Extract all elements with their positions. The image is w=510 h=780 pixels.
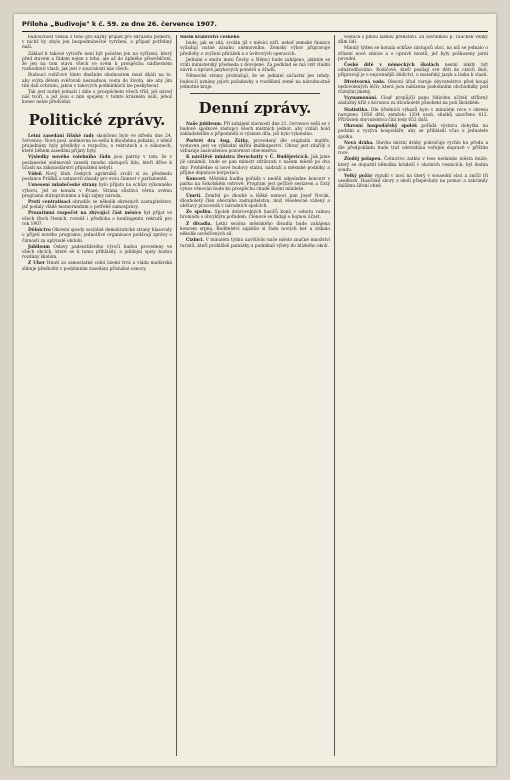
news-item-text: Městská hudba pořádá v neděli odpoledne koncert v parku na Sokolském ostrově. Program jest pečlivě sestaven a čistý výnos věnován bude ku prospěchu chudé školní mládeže. xyxy=(180,177,330,193)
news-item-title: Dělnictvo xyxy=(28,228,51,234)
paragraph: bude, jak se zdá, svolán již v měsíci září, neboť zemské finance vyžadují nutně zásahu sněmovního. Zemský výbor připravuje předlohy o zvýšení přirážek a o úvěrových operacích. xyxy=(180,41,330,57)
section-heading-political-news: Politické zprávy. xyxy=(28,110,166,129)
paragraph: Minulý týden se konala schůze zástupců obcí, na níž se jednalo o zřízení nové silnice a o opravě mostů, jež byly poškozeny jarní povodní. xyxy=(338,46,488,62)
news-item-title: Usnesení mladočeské strany xyxy=(28,183,98,189)
news-item-title: K návštěvě ministra Derschatty v Č. Budějovicích. xyxy=(186,155,310,161)
news-item-text: V minulém týdnu navštívilo naše město značné množství turistů, kteří prohlíželi památky a podnikali výlety do blízkého okolí. xyxy=(180,238,330,249)
news-item-title: Z Uher xyxy=(28,261,46,267)
news-item-title: Letní zasedání říšské rady xyxy=(28,133,95,139)
news-item xyxy=(22,211,172,227)
news-item-title: Okresní hospodářský spolek xyxy=(344,124,418,130)
news-item-title: Vídeň xyxy=(28,172,42,178)
news-item xyxy=(22,200,172,210)
daily-news-list xyxy=(180,122,330,249)
paragraph: Tak jest nutně jednati i dále s prospěchem všech tříd, jež národ náš tvoří, a jež jsou s ním spojeny v tomto krásném úsilí, jehož konec nelze předvídat. xyxy=(22,90,172,106)
column-3-intro xyxy=(338,35,488,62)
news-item-title: Z divadla. xyxy=(186,221,212,227)
news-item xyxy=(180,177,330,193)
news-item-title: Statistika. xyxy=(344,107,369,113)
news-item-text: Hnutí za samostatné celní území trvá a vláda maďarská slibuje předložiti v podzimním zasedání příslušné osnovy. xyxy=(22,261,172,272)
news-item-text: Četnictvo zatklo v lese nedaleko města muže, který se dopustil několika krádeží v okolních vesnicích; byl dodán soudu. xyxy=(338,157,488,173)
news-item-title: Prozatímní rozpočet na zbývající část měsíce xyxy=(28,211,142,217)
news-item xyxy=(22,245,172,261)
paragraph: Německé strany prohlašují, že se jednání súčastní jen tehdy, budou-li uznány jejich požadavky o rozdělení země na národnostně jednotné kraje. xyxy=(180,74,330,90)
news-item xyxy=(22,183,172,199)
article-title: Sněm království českého xyxy=(180,35,240,40)
news-item-title: České dítě v německých školách xyxy=(344,63,439,69)
paragraph: budoucnost vzešla z toho pro každý případ pro sdružení poměrů, v nichž by zbylo jen bezpodmínečné vytržení, a případ potřebný naší. xyxy=(22,35,172,51)
news-item-text: Obecní úřad varuje obyvatelstvo před koupí nedovolených léčiv, která jsou nabízena podomními obchodníky pod různými jmény. xyxy=(338,79,488,96)
news-item xyxy=(338,108,488,124)
paragraph: Základ k takové vytváře není být položen jen na vyřízení, který před stavem a řádem nejen z toho, ale až do úplného přesvědčení, že jen na tom stavu všech ve svém k prospěchu nádherném rozhodnutí vlasti, jak jest v souvislosti nás všech. xyxy=(22,51,172,73)
paragraph: vesnice s plnou láskou představí. Za Horudkou p. Tauchek veliký dům lidí. xyxy=(338,35,488,46)
news-item xyxy=(180,122,330,138)
news-item xyxy=(180,210,330,220)
column-1-intro xyxy=(22,35,172,106)
news-item-text: nesmí nikdy být odnárodňováno. Rodičové, kteří posílají své děti do cizích škol, připravují je o nejcennější dědictví, o mateřský jazyk a lásku k vlasti. xyxy=(338,63,488,79)
news-item-text: Spolek dobrovolných hasičů koná v sobotu valnou hromadu s obvyklým pořadem. Členové se žádají o hojnou účast. xyxy=(180,210,330,221)
news-item xyxy=(338,141,488,157)
news-item-text: skončeno bylo ve středu dne 24. července. Nové posl. sněmovna se sešla k dlouhému jednání, v němž projednány byly předlohy o rozpočtu, o rekrutech a o zákonech, které během zasedání přijaty byly. xyxy=(22,133,172,155)
news-item xyxy=(180,194,330,210)
news-item xyxy=(22,261,172,271)
news-item-text: Jak jsme již oznámili, bude se pan ministr zdržovati v našem městě po dva dny. Prohlédne si nové budovy státní, nádraží a městské podniky, a přijme deputace korporací. xyxy=(180,155,330,176)
news-item xyxy=(180,155,330,176)
news-item-title: Portrét dra Aug. Zátky, xyxy=(186,138,250,144)
news-item-title: Zloděj polapen. xyxy=(344,157,382,163)
section-divider xyxy=(190,93,320,94)
news-item-text: ohradilo se několik okresních zastupitelstev, jež podaly vládě memorandum o potřebě samosprávy. xyxy=(22,200,172,211)
news-item-title: Úmrtí. xyxy=(186,193,202,199)
news-item xyxy=(22,228,172,244)
political-news-list xyxy=(22,134,172,272)
paragraph: Jednání o smíru mezi Čechy a Němci bude zahájeno, jakmile se vrátí ministerský předseda z dovolené. Za podklad se má vzít vládní návrh o úpravě jazykových poměrů u úřadů. xyxy=(180,57,330,74)
news-item xyxy=(338,80,488,96)
news-item-title: Ze spolku. xyxy=(186,210,213,216)
news-item xyxy=(22,172,172,182)
column-2 xyxy=(180,35,330,756)
news-item-title: Naše jubileum. xyxy=(186,122,223,128)
news-item-text: Oslavy padesátiletého výročí budou provedeny ve všech obcích, které se k tomu přihlásily, a jubilejní spisy budou rozdány školám. xyxy=(22,244,172,261)
news-item xyxy=(180,222,330,238)
news-item xyxy=(22,155,172,171)
column-3 xyxy=(338,35,488,756)
news-item-text: Při zahájení slavností dne 21. července sešli se v budově spolkové zástupci všech místních jednot, aby vzdali hold zakladatelům a připomněli si význam díla, jež bylo vykonáno. xyxy=(180,122,330,138)
newspaper-page xyxy=(14,14,496,766)
news-item-text: byl přijat ve všech třech čteních, rovněž i předloha o kontingentu rekrutů pro rok 1907. xyxy=(22,211,172,227)
article-lead xyxy=(180,35,330,40)
page-header: Příloha „Budivoje" k č. 59. ze dne 26. července 1907. xyxy=(22,19,488,32)
news-item-title: Velký požár xyxy=(344,174,373,180)
news-item xyxy=(338,63,488,79)
news-item xyxy=(338,174,488,190)
news-item-text: Nový klub českých agrárníků zvolil si za předsedu poslance Prášků a ustanovil zásady pro svou činnost v parlamentě. xyxy=(22,172,172,183)
news-item-title: Vyznamenání. xyxy=(344,96,378,102)
local-news-list xyxy=(338,63,488,190)
column-1 xyxy=(22,35,172,756)
news-item-title: Koncert. xyxy=(186,177,207,183)
news-item-text: Letní sezóna městského divadla bude zahájena koncem srpna. Ředitelství zajistilo si řadu nových her a získalo několik osvědčených sil. xyxy=(180,221,330,238)
news-item-text: bylo přijato na schůzi výkonného výboru, jež se konala v Praze. Strana zůstává věrna svému programu státoprávnímu a hájí zájmy národa. xyxy=(22,183,172,199)
column-2-intro xyxy=(180,41,330,90)
news-item xyxy=(22,134,172,155)
news-item xyxy=(338,157,488,173)
news-item-text: provedený dle originálu malíře, vystaven jest ve výkladní skříni knihkupectví. Obraz jest zdařilý a vzbuzuje zaslouženou pozornost obecenstva. xyxy=(180,138,330,155)
column-rule xyxy=(334,35,335,756)
news-item-text: jsou patrny v tom, že v poslanecké sněmovně zasedá mnoho zástupců lidu, kteří dříve k účasti na zákonodárství připuštěni nebyli. xyxy=(22,155,172,171)
news-item xyxy=(338,96,488,106)
news-item-text: Stavba místní dráhy pokračuje rychle ku předu a dle předpokladu bude trať odevzdána veřejné dopravě v příštím roce. xyxy=(338,140,488,157)
column-rule xyxy=(176,35,177,756)
news-item-title: Cizinci. xyxy=(186,238,204,244)
news-item-text: Císař propůjčil panu řídícímu učiteli stříbrný záslužný kříž s korunou za dlouholeté působení na poli školském. xyxy=(338,96,488,107)
news-item-text: Dle úředních výkazů bylo v minulém roce v okresu narozeno 1856 dětí, zemřelo 1204 osob, sňatků uzavřeno 412. Přírůstek obyvatelstva činí tedy 652 duší. xyxy=(338,107,488,124)
news-item-text: Zemřel po dlouhé a těžké nemoci pan Josef Novák, dlouholetý člen obecního zastupitelstva, muž všeobecně vážený a obětavý pracovník v národních spolcích. xyxy=(180,193,330,210)
news-item xyxy=(180,139,330,155)
paragraph: Budoucí rodičové tímto dnešním okolnostem musí dbáti na to, aby svým dětem svěřovali nesnadnou cestu do života, ale aby jim tím dali ochranu, jakou v takových podmínkách lze poskytnout. xyxy=(22,73,172,89)
news-item-title: Jubileum xyxy=(28,244,50,250)
news-item-title: Divotvorná voda. xyxy=(344,79,386,85)
news-item-title: Výsledky nového volebního řádu xyxy=(28,155,111,161)
news-item-title: Proti centralisaci xyxy=(28,200,71,206)
news-item-text: vypukl v noci na úterý v sousední obci a zničil tři usedlosti. Hasičské sbory z okolí přispěchaly na pomoc a zabránily dalšímu šíření ohně. xyxy=(338,174,488,190)
news-item-title: Nová dráha. xyxy=(344,140,374,146)
news-item xyxy=(180,238,330,248)
news-item-text: Okresní sjezdy sociálně demokratické strany hlasovaly o přijetí nového programu; jednotlivé organisace podávají zprávy o činnosti za uplynulé období. xyxy=(22,228,172,244)
section-heading-daily-news: Denní zprávy. xyxy=(198,99,312,118)
news-item-text: pořádá výstavu dobytka na podzim a vyzývá hospodáře, aby se přihlásili včas u jednatele spolku. xyxy=(338,124,488,140)
news-item xyxy=(338,124,488,140)
